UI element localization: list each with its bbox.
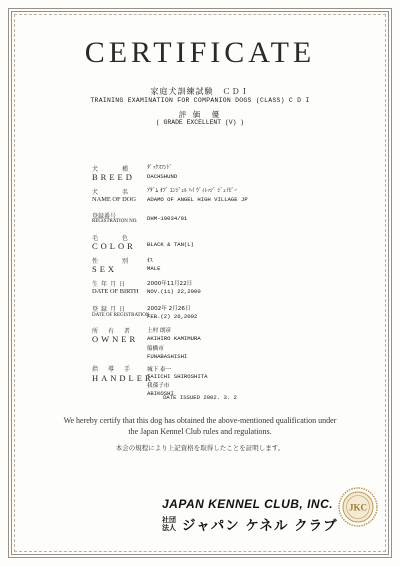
color-label-en: COLOR [92,241,136,251]
breed-label-jp: 犬 種 [92,166,133,173]
owner-value: AKIHIRO KAMIMURA [147,335,201,342]
handler-label-jp: 指 導 手 [92,366,133,373]
name-value: ADAMO OF ANGEL HIGH VILLAGE JP [147,196,248,203]
breed-value-kana: ﾀﾞｯｸｽﾌﾝﾄﾞ [147,165,173,171]
owner-city-jp: 船橋市 [147,346,164,352]
color-value: BLACK & TAN(L) [147,241,194,248]
dor-value: FEB.(2) 26,2002 [147,313,198,320]
sex-label-jp: 性 別 [92,258,133,265]
dob-label-jp: 生年月日 [92,281,129,288]
organization-name-en: JAPAN KENNEL CLUB, INC. [162,497,334,511]
owner-label-en: OWNER [92,334,139,344]
color-label-jp: 毛 色 [92,235,133,242]
reg-label-jp: 登録番号 [92,213,117,220]
dor-label-en: DATE OF REGISTRATION [92,313,150,318]
breed-value: DACHSHUND [147,173,178,180]
reg-value: DHM-19034/01 [147,215,188,222]
sex-value-kana: ｵｽ [147,258,153,264]
name-label-jp: 犬 名 [92,189,133,196]
corporation-label-line1: 社団 [162,516,176,524]
name-value-kana: ｱﾀﾞﾑ ｵﾌﾞ ｴﾝｼﾞｪﾙ ﾊｲ ｳﾞｨﾚｯｼﾞ ｼﾞｪｲﾋﾟｰ [147,188,238,194]
sex-label-en: SEX [92,264,118,274]
dor-value-jp: 2002年 2月26日 [147,306,191,312]
dor-label-jp: 登録月日 [92,306,129,313]
jkc-seal-icon [338,487,378,527]
dob-value: NOV.(11) 22,2000 [147,288,201,295]
owner-city: FUNABASHISHI [147,353,188,360]
handler-city-jp: 我孫子市 [147,383,170,389]
name-label-en: NAME OF DOG [92,196,137,203]
owner-label-jp: 所 有 者 [92,328,133,335]
corporation-label [162,516,176,532]
organization-name-jp: ジャパン ケネル クラブ [182,518,338,534]
sex-value: MALE [147,265,161,272]
handler-value-jp: 城下 泰一 [147,367,172,373]
reg-label-en: REGISTRATION NO. [92,219,138,224]
certification-statement-line2: the Japan Kennel Club rules and regulations. [128,427,272,436]
certification-statement-jp: 本会の規程により上記資格を取得したことを証明します。 [115,444,285,452]
certificate-title: CERTIFICATE [84,36,316,69]
seal-text: JKC [349,502,367,513]
breed-label-en: BREED [92,172,135,182]
date-issued: DATE ISSUED 2002. 3. 2 [163,394,237,401]
grade-jp: 評 価 優 [178,110,222,119]
exam-title-jp: 家庭犬訓練試験 ＣＤＩ [150,87,250,96]
dob-value-jp: 2000年11月22日 [147,281,193,287]
handler-value: TAIICHI SHIROSHITA [147,373,208,380]
handler-city: ABIKOSHI [147,390,174,397]
corporation-label-line2: 法人 [162,524,176,532]
exam-title-en: TRAINING EXAMINATION FOR COMPANION DOGS (CLASS) C D I [90,97,310,104]
dob-label-en: DATE OF BIRTH [92,288,139,295]
grade-en: ( GRADE EXCELLENT (V) ) [155,119,245,126]
owner-value-jp: 上村 朗彦 [147,328,172,334]
certification-statement-line1: We hereby certify that this dog has obtained the above-mentioned qualification under [63,416,337,425]
handler-label-en: HANDLER [92,373,154,383]
